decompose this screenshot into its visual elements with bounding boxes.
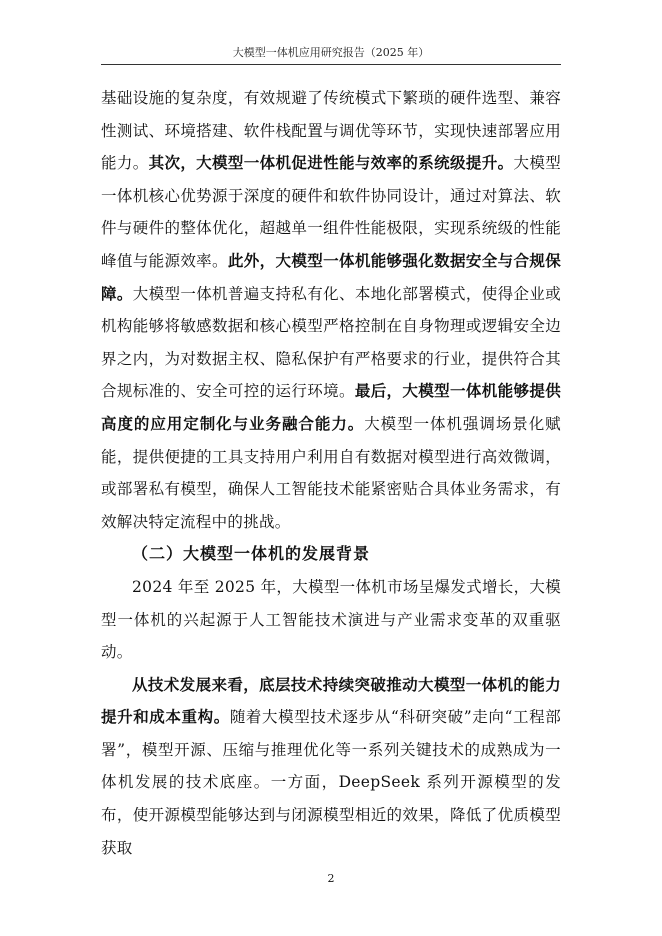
paragraph-tech-development: [101, 669, 561, 865]
paragraph-advantages: [101, 82, 561, 538]
text-span: 大模型一体机核心优势源于深度的硬件和软件协同设计，通过对算法、软件与硬件的整体优化，超越单一组件性能极限，实现系统级的性能峰值与能源效率。: [101, 154, 561, 270]
document-body: [101, 82, 561, 864]
page-number: 2: [327, 872, 335, 885]
bold-point-performance: 其次，大模型一体机促进性能与效率的系统级提升。: [148, 154, 514, 173]
text-span: 随着大模型技术逐步从“科研突破”走向“工程部署”，模型开源、压缩与推理优化等一系列关键技术的成熟成为一体机发展的技术底座。一方面，DeepSeek 系列开源模型的发布，使开源模型能够达到与闭源模型相近的效果，降低了优质模型获取: [101, 708, 561, 857]
text-span: 基础设施的复杂度，有效规避了传统模式下繁琐的硬件选型、兼容性测试、环境搭建、软件栈配置与调优等环节，实现快速部署应用能力。: [101, 89, 561, 173]
text-span: 大模型一体机强调场景化赋能，提供便捷的工具支持用户利用自有数据对模型进行高效微调，或部署私有模型，确保人工智能技术能紧密贴合具体业务需求，有效解决特定流程中的挑战。: [101, 414, 561, 531]
section-heading: （二）大模型一体机的发展背景: [132, 544, 371, 564]
text-span: 大模型一体机普遍支持私有化、本地化部署模式，使得企业或机构能够将敏感数据和核心模型严格控制在自身物理或逻辑安全边界之内，为对数据主权、隐私保护有严格要求的行业，提供符合其合规标准的、安全可控的运行环境。: [101, 284, 561, 401]
bold-point-tech: 从技术发展来看，底层技术持续突破推动大模型一体机的能力提升和成本重构。: [101, 675, 561, 727]
bold-point-security: 此外，大模型一体机能够强化数据安全与合规保障。: [101, 251, 561, 303]
paragraph-market-growth: 2024 年至 2025 年，大模型一体机市场呈爆发式增长，大模型一体机的兴起源于人工智能技术演进与产业需求变革的双重驱动。: [101, 577, 561, 662]
bold-point-customization: 最后，大模型一体机能够提供高度的应用定制化与业务融合能力。: [101, 382, 561, 433]
running-header: 大模型一体机应用研究报告（2025 年）: [101, 44, 561, 65]
